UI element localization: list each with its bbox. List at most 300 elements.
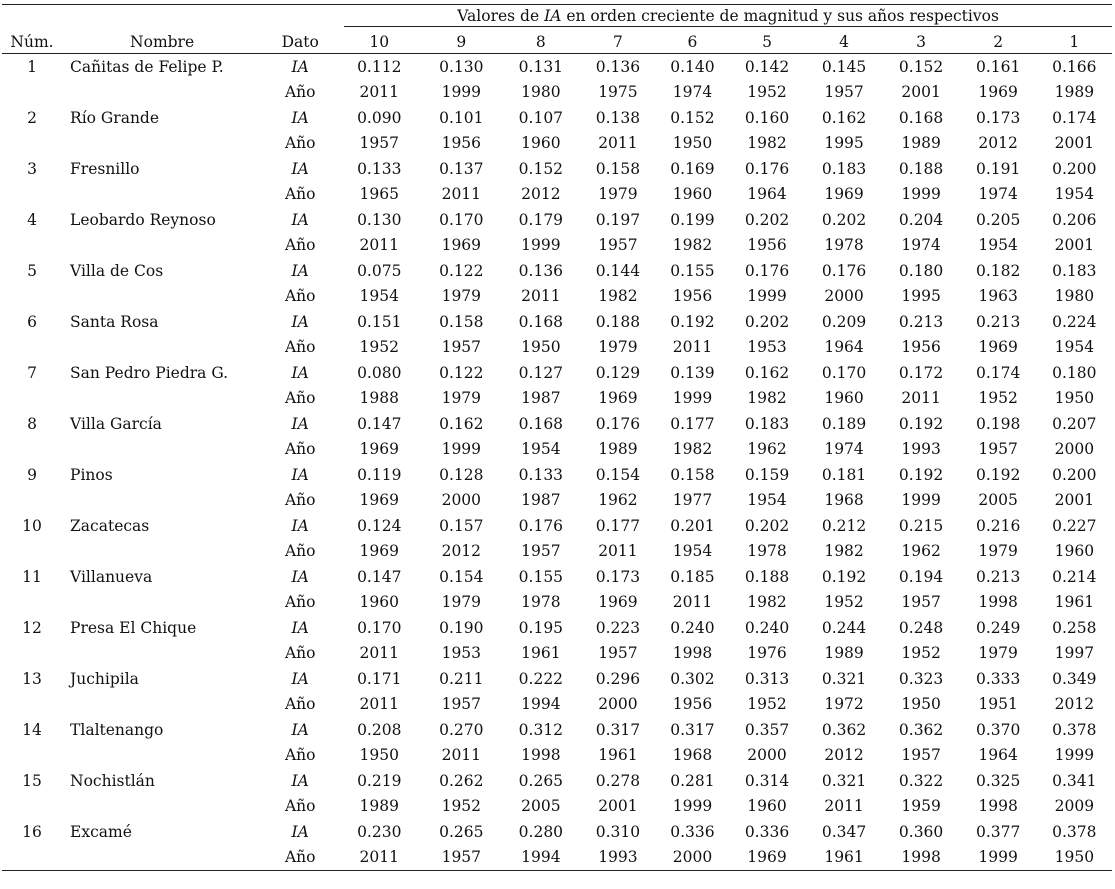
ia-value: 0.357 [744, 720, 790, 739]
ia-value: 0.262 [439, 771, 484, 790]
ia-value: 0.336 [670, 822, 715, 841]
dato-label-ia: IA [291, 669, 309, 688]
empty-cell [2, 386, 62, 412]
ia-value: 0.216 [975, 516, 1021, 535]
empty-cell [2, 131, 62, 157]
year-value: 1998 [672, 644, 713, 663]
table-row-year [2, 845, 1112, 871]
empty-cell [62, 539, 262, 565]
ia-value: 0.244 [821, 618, 867, 637]
empty-cell [2, 794, 62, 820]
year-value: 1963 [978, 287, 1018, 306]
ia-value: 0.188 [595, 312, 641, 331]
year-value: 2011 [359, 695, 399, 714]
station-name: Presa El Chique [70, 618, 197, 637]
year-value: 1965 [359, 185, 399, 204]
year-value: 1962 [901, 542, 941, 561]
year-value: 2011 [441, 746, 482, 765]
year-value: 2012 [1054, 695, 1095, 714]
ia-value: 0.140 [670, 57, 715, 76]
year-value: 1995 [824, 134, 864, 153]
ia-value: 0.322 [898, 771, 944, 790]
ia-value: 0.192 [821, 567, 867, 586]
year-value: 2011 [359, 236, 399, 255]
station-number: 14 [22, 720, 42, 739]
ia-value: 0.189 [821, 414, 867, 433]
year-value: 1998 [883, 845, 960, 871]
year-value: 2001 [1054, 236, 1095, 255]
ia-value: 0.341 [1052, 771, 1097, 790]
year-value: 1998 [978, 593, 1018, 612]
ia-value: 0.162 [744, 363, 790, 382]
year-value: 1961 [806, 845, 883, 871]
year-value: 1987 [521, 389, 561, 408]
year-value: 1952 [359, 338, 399, 357]
year-value: 1994 [502, 845, 579, 871]
ia-value: 0.349 [1052, 669, 1097, 688]
ia-value: 0.202 [744, 312, 790, 331]
station-name: Tlaltenango [70, 720, 164, 739]
ia-value: 0.176 [744, 261, 790, 280]
year-value: 1960 [1054, 542, 1095, 561]
empty-cell [62, 641, 262, 667]
table-row-year [2, 692, 1112, 718]
year-value: 1982 [747, 593, 787, 612]
year-value: 1964 [747, 185, 787, 204]
year-value: 2012 [521, 185, 561, 204]
ia-value: 0.176 [744, 159, 790, 178]
ia-value: 0.202 [744, 516, 790, 535]
ia-value: 0.147 [357, 414, 402, 433]
year-value: 1956 [672, 695, 713, 714]
ia-value: 0.133 [518, 465, 564, 484]
station-number: 1 [27, 57, 37, 76]
year-value: 1960 [521, 134, 561, 153]
year-value: 1989 [1054, 83, 1095, 102]
year-value: 1977 [672, 491, 713, 510]
ia-value: 0.170 [357, 618, 402, 637]
dato-label-ano: Año [284, 644, 316, 663]
ia-value: 0.296 [595, 669, 641, 688]
station-number: 16 [22, 822, 42, 841]
ia-value: 0.080 [357, 363, 402, 382]
year-value: 1957 [901, 746, 941, 765]
year-value: 1979 [978, 542, 1018, 561]
ia-value: 0.265 [518, 771, 564, 790]
year-value: 1987 [521, 491, 561, 510]
table-row-year [2, 794, 1112, 820]
ia-value: 0.112 [357, 57, 402, 76]
ia-value: 0.101 [439, 108, 484, 127]
ia-value: 0.183 [744, 414, 790, 433]
table-row-ia [2, 564, 1112, 590]
ia-value: 0.161 [975, 57, 1021, 76]
empty-cell [62, 488, 262, 514]
station-number: 2 [27, 108, 37, 127]
ia-value: 0.214 [1052, 567, 1097, 586]
ia-value: 0.130 [357, 210, 402, 229]
dato-label-ano: Año [284, 491, 316, 510]
ia-value: 0.155 [670, 261, 715, 280]
ia-value: 0.208 [357, 720, 402, 739]
ia-value: 0.152 [670, 108, 715, 127]
table-row-ia [2, 615, 1112, 641]
ia-value: 0.122 [439, 363, 484, 382]
ia-value: 0.240 [744, 618, 790, 637]
col-header-num: Núm. [2, 27, 62, 54]
table-row-ia [2, 54, 1112, 80]
empty-cell [2, 590, 62, 616]
year-value: 1979 [441, 287, 482, 306]
station-name: Río Grande [70, 108, 160, 127]
dato-label-ia: IA [291, 567, 309, 586]
table-row-ia [2, 309, 1112, 335]
year-value: 1954 [1054, 338, 1095, 357]
empty-cell [62, 845, 262, 871]
ia-value: 0.170 [821, 363, 867, 382]
year-value: 1979 [598, 185, 638, 204]
year-value: 1982 [672, 236, 713, 255]
year-value: 1960 [359, 593, 399, 612]
year-value: 2011 [672, 338, 713, 357]
year-value: 2011 [359, 644, 399, 663]
year-value: 2011 [598, 134, 638, 153]
ia-value: 0.160 [744, 108, 790, 127]
table-row-year [2, 641, 1112, 667]
year-value: 2000 [747, 746, 787, 765]
station-number: 5 [27, 261, 37, 280]
empty-cell [2, 437, 62, 463]
table-row-year [2, 80, 1112, 106]
ia-value: 0.176 [821, 261, 867, 280]
year-value: 1999 [672, 389, 713, 408]
year-value: 1982 [747, 389, 787, 408]
year-value: 2001 [901, 83, 941, 102]
data-table [2, 4, 1112, 871]
ia-value: 0.142 [744, 57, 790, 76]
ia-value: 0.192 [670, 312, 715, 331]
col-header-rank: 9 [420, 27, 502, 54]
column-header-row [2, 27, 1112, 54]
ia-value: 0.129 [595, 363, 641, 382]
ia-value: 0.124 [357, 516, 402, 535]
table-row-year [2, 743, 1112, 769]
ia-value: 0.136 [518, 261, 564, 280]
year-value: 1957 [598, 644, 638, 663]
ia-value: 0.136 [595, 57, 641, 76]
ia-value: 0.195 [518, 618, 564, 637]
ia-value: 0.317 [670, 720, 715, 739]
ia-value: 0.321 [821, 669, 867, 688]
empty-cell [62, 182, 262, 208]
col-header-dato: Dato [262, 27, 338, 54]
dato-label-ano: Año [284, 746, 316, 765]
table-row-year [2, 590, 1112, 616]
ia-value: 0.270 [439, 720, 484, 739]
year-value: 1974 [978, 185, 1018, 204]
year-value: 2012 [824, 746, 864, 765]
dato-label-ia: IA [291, 57, 309, 76]
ia-value: 0.180 [898, 261, 944, 280]
table-row-year [2, 131, 1112, 157]
year-value: 1968 [824, 491, 864, 510]
year-value: 2011 [521, 287, 561, 306]
ia-value: 0.119 [357, 465, 402, 484]
empty-cell [2, 488, 62, 514]
empty-cell [2, 743, 62, 769]
year-value: 2011 [338, 845, 420, 871]
empty-cell [2, 233, 62, 259]
ia-value: 0.173 [975, 108, 1021, 127]
year-value: 1957 [441, 695, 482, 714]
dato-label-ano: Año [284, 287, 316, 306]
year-value: 1989 [824, 644, 864, 663]
table-row-ia [2, 207, 1112, 233]
col-header-rank: 8 [502, 27, 579, 54]
ia-value: 0.185 [670, 567, 715, 586]
year-value: 2001 [1054, 491, 1095, 510]
year-value: 1999 [441, 440, 482, 459]
empty-cell [62, 692, 262, 718]
year-value: 1950 [1054, 389, 1095, 408]
year-value: 1956 [441, 134, 482, 153]
col-header-rank: 10 [338, 27, 420, 54]
year-value: 1954 [1054, 185, 1095, 204]
empty-cell [62, 386, 262, 412]
col-header-rank: 5 [728, 27, 805, 54]
year-value: 1999 [960, 845, 1037, 871]
ia-value: 0.224 [1052, 312, 1097, 331]
year-value: 2000 [824, 287, 864, 306]
year-value: 1982 [672, 440, 713, 459]
year-value: 1961 [598, 746, 638, 765]
ia-value: 0.162 [439, 414, 484, 433]
ia-value: 0.213 [975, 567, 1021, 586]
year-value: 1957 [978, 440, 1018, 459]
year-value: 1974 [672, 83, 713, 102]
ia-value: 0.133 [357, 159, 402, 178]
station-number: 9 [27, 465, 37, 484]
ia-value: 0.370 [975, 720, 1021, 739]
ia-value: 0.183 [1052, 261, 1097, 280]
dato-label-ano: Año [284, 389, 316, 408]
empty-cell [62, 335, 262, 361]
year-value: 1954 [978, 236, 1018, 255]
dato-label-ia: IA [291, 210, 309, 229]
year-value: 1972 [824, 695, 864, 714]
year-value: 1952 [824, 593, 864, 612]
col-header-rank: 2 [960, 27, 1037, 54]
dato-label-ia: IA [291, 414, 309, 433]
ia-value: 0.222 [518, 669, 564, 688]
dato-label-ano: Año [262, 845, 338, 871]
year-value: 2011 [359, 83, 399, 102]
ia-value: 0.172 [898, 363, 944, 382]
ia-value: 0.177 [670, 414, 715, 433]
dato-label-ia: IA [291, 465, 309, 484]
station-number: 4 [27, 210, 37, 229]
year-value: 1969 [359, 491, 399, 510]
table-row-year [2, 386, 1112, 412]
year-value: 1960 [747, 797, 787, 816]
ia-value: 0.227 [1052, 516, 1097, 535]
year-value: 1950 [521, 338, 561, 357]
ia-value: 0.154 [595, 465, 641, 484]
table-row-ia [2, 768, 1112, 794]
ia-value: 0.200 [1052, 465, 1097, 484]
year-value: 2011 [598, 542, 638, 561]
year-value: 2000 [441, 491, 482, 510]
ia-value: 0.144 [595, 261, 641, 280]
dato-label-ano: Año [284, 695, 316, 714]
station-name: Excamé [70, 822, 132, 841]
year-value: 1954 [747, 491, 787, 510]
ia-value: 0.378 [1052, 822, 1097, 841]
station-name: Villa de Cos [70, 261, 164, 280]
ia-value: 0.223 [595, 618, 641, 637]
ia-value: 0.107 [518, 108, 564, 127]
year-value: 1969 [978, 83, 1018, 102]
dato-label-ia: IA [291, 363, 309, 382]
year-value: 1950 [1037, 845, 1112, 871]
year-value: 1969 [824, 185, 864, 204]
ia-value: 0.206 [1052, 210, 1097, 229]
year-value: 2012 [978, 134, 1018, 153]
ia-value: 0.249 [975, 618, 1021, 637]
year-value: 1969 [441, 236, 482, 255]
col-header-rank: 6 [656, 27, 728, 54]
year-value: 1960 [672, 185, 713, 204]
year-value: 1962 [598, 491, 638, 510]
ia-value: 0.130 [439, 57, 484, 76]
empty-cell [2, 845, 62, 871]
ia-value: 0.147 [357, 567, 402, 586]
ia-value: 0.191 [975, 159, 1021, 178]
year-value: 1999 [1054, 746, 1095, 765]
dato-label-ia: IA [291, 261, 309, 280]
ia-value: 0.192 [898, 465, 944, 484]
year-value: 1969 [359, 542, 399, 561]
year-value: 1957 [824, 83, 864, 102]
ia-value: 0.152 [518, 159, 564, 178]
ia-value: 0.360 [898, 822, 944, 841]
station-number: 12 [22, 618, 42, 637]
table-row-year [2, 233, 1112, 259]
ia-value: 0.377 [975, 822, 1021, 841]
year-value: 1961 [521, 644, 561, 663]
ia-value: 0.180 [1052, 363, 1097, 382]
ia-value: 0.192 [898, 414, 944, 433]
year-value: 2005 [978, 491, 1018, 510]
ia-value: 0.197 [595, 210, 641, 229]
ia-value: 0.127 [518, 363, 564, 382]
table-row-year [2, 539, 1112, 565]
year-value: 2011 [441, 185, 482, 204]
ia-value: 0.248 [898, 618, 944, 637]
year-value: 1953 [441, 644, 482, 663]
year-value: 1993 [579, 845, 656, 871]
year-value: 1952 [901, 644, 941, 663]
ia-value: 0.166 [1052, 57, 1097, 76]
year-value: 1962 [747, 440, 787, 459]
ia-value: 0.158 [670, 465, 715, 484]
dato-label-ia: IA [291, 720, 309, 739]
year-value: 2000 [656, 845, 728, 871]
ia-value: 0.174 [1052, 108, 1097, 127]
year-value: 1952 [978, 389, 1018, 408]
ia-value: 0.183 [821, 159, 867, 178]
ia-value: 0.325 [975, 771, 1021, 790]
empty-cell [2, 539, 62, 565]
year-value: 1954 [672, 542, 713, 561]
year-value: 1950 [901, 695, 941, 714]
dato-label-ano: Año [284, 83, 316, 102]
ia-value: 0.131 [518, 57, 564, 76]
ia-value: 0.151 [357, 312, 402, 331]
year-value: 1999 [441, 83, 482, 102]
ia-value: 0.209 [821, 312, 867, 331]
year-value: 1957 [441, 338, 482, 357]
year-value: 1979 [441, 389, 482, 408]
ia-value: 0.219 [357, 771, 402, 790]
station-number: 7 [27, 363, 37, 382]
ia-value: 0.157 [439, 516, 484, 535]
year-value: 1982 [747, 134, 787, 153]
year-value: 1956 [747, 236, 787, 255]
ia-value: 0.312 [518, 720, 564, 739]
year-value: 1957 [420, 845, 502, 871]
year-value: 1982 [598, 287, 638, 306]
year-value: 1999 [672, 797, 713, 816]
ia-value: 0.158 [439, 312, 484, 331]
dato-label-ia: IA [291, 822, 309, 841]
ia-value: 0.258 [1052, 618, 1097, 637]
station-name: Santa Rosa [70, 312, 159, 331]
ia-value: 0.168 [518, 312, 564, 331]
year-value: 2009 [1054, 797, 1095, 816]
year-value: 1956 [672, 287, 713, 306]
dato-label-ano: Año [284, 440, 316, 459]
empty-cell [62, 794, 262, 820]
ia-value: 0.213 [898, 312, 944, 331]
ia-value: 0.280 [518, 822, 564, 841]
year-value: 2011 [901, 389, 941, 408]
col-header-rank: 1 [1037, 27, 1112, 54]
year-value: 1953 [747, 338, 787, 357]
dato-label-ano: Año [284, 338, 316, 357]
table-row-ia [2, 105, 1112, 131]
station-number: 3 [27, 159, 37, 178]
col-header-rank: 3 [883, 27, 960, 54]
dato-label-ano: Año [284, 593, 316, 612]
ia-value: 0.137 [439, 159, 484, 178]
ia-value: 0.313 [744, 669, 790, 688]
empty-cell [2, 641, 62, 667]
ia-value: 0.302 [670, 669, 715, 688]
ia-value: 0.159 [744, 465, 790, 484]
table-body [2, 54, 1112, 871]
table-row-year [2, 182, 1112, 208]
ia-value: 0.181 [821, 465, 867, 484]
empty-cell [62, 284, 262, 310]
table-row-ia [2, 513, 1112, 539]
empty-cell [2, 335, 62, 361]
year-value: 1997 [1054, 644, 1095, 663]
supertitle: Valores de IA en orden creciente de magnitud y sus años respectivos [338, 5, 1112, 28]
dato-label-ia: IA [291, 771, 309, 790]
ia-value: 0.212 [821, 516, 867, 535]
ia-value: 0.169 [670, 159, 715, 178]
